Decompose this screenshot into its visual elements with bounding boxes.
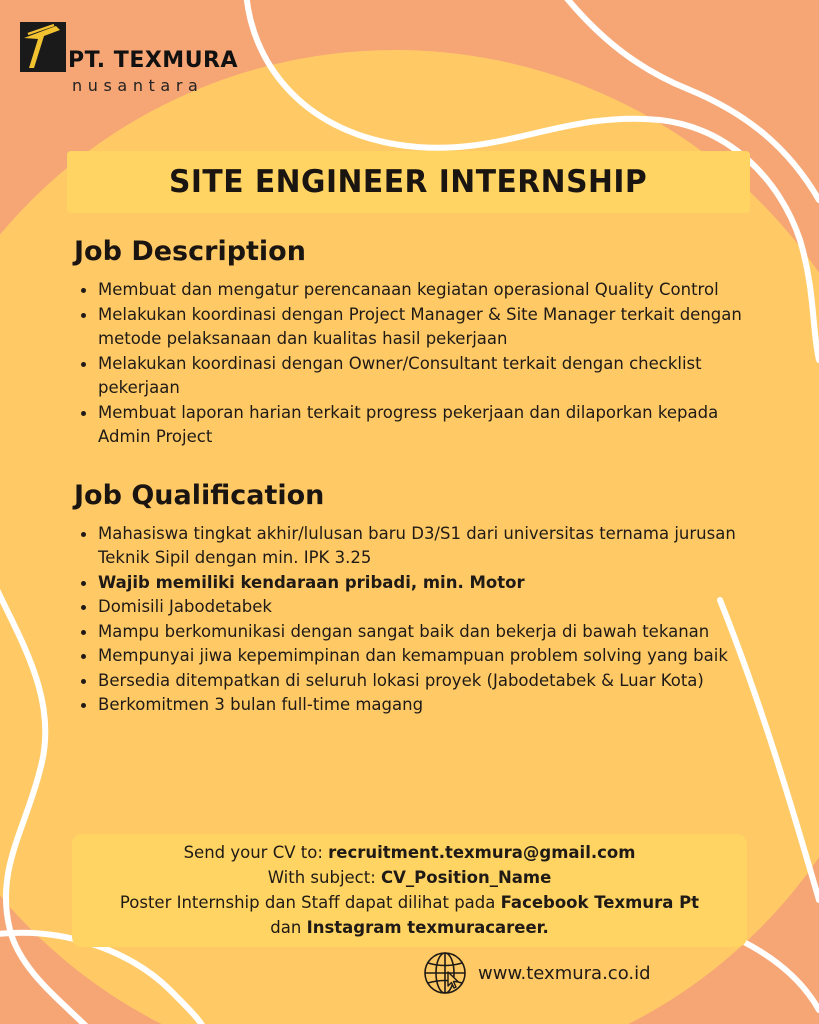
send-cv-line [72, 840, 747, 865]
website-link[interactable] [422, 948, 651, 998]
title-banner [67, 151, 750, 213]
decorative-line-bottom-right [740, 940, 819, 1010]
and-word: dan [270, 918, 307, 937]
facebook-link[interactable]: Facebook Texmura Pt [500, 893, 700, 912]
job-qualification-item: Wajib memiliki kendaraan pribadi, min. Motor [74, 571, 764, 596]
job-qualification-item: Mampu berkomunikasi dengan sangat baik dan bekerja di bawah tekanan [74, 620, 764, 645]
globe-icon [422, 950, 468, 996]
job-description-item: Membuat dan mengatur perencanaan kegiatan operasional Quality Control [74, 278, 764, 303]
poster-info-label: Poster Internship dan Staff dapat dilihat pada [119, 893, 501, 912]
main-content [74, 232, 764, 718]
send-cv-label: Send your CV to: [183, 843, 329, 862]
subject-line [72, 865, 747, 890]
application-info-box [72, 834, 747, 947]
recruitment-email[interactable]: recruitment.texmura@gmail.com [328, 843, 636, 862]
subject-label: With subject: [267, 868, 382, 887]
job-qualification-item: Berkomitmen 3 bulan full-time magang [74, 693, 764, 718]
company-tagline: nusantara [72, 76, 204, 95]
job-qualification-item: Domisili Jabodetabek [74, 595, 764, 620]
job-qualification-item: Mahasiswa tingkat akhir/lulusan baru D3/S1 dari universitas ternama jurusan Teknik Sipil dengan min. IPK 3.25 [74, 522, 764, 571]
job-qualification-heading: Job Qualification [74, 479, 325, 511]
job-qualification-item: Bersedia ditempatkan di seluruh lokasi proyek (Jabodetabek & Luar Kota) [74, 669, 764, 694]
poster-title: SITE ENGINEER INTERNSHIP [169, 164, 648, 200]
job-description-heading: Job Description [74, 236, 306, 267]
company-name: PT. TEXMURA [68, 48, 239, 73]
job-description-item: Melakukan koordinasi dengan Owner/Consultant terkait dengan checklist pekerjaan [74, 352, 764, 401]
company-logo [20, 22, 250, 102]
subject-value: CV_Position_Name [381, 868, 552, 887]
job-qualification-item: Mempunyai jiwa kepemimpinan dan kemampuan problem solving yang baik [74, 644, 764, 669]
job-description-item: Membuat laporan harian terkait progress pekerjaan dan dilaporkan kepada Admin Project [74, 401, 764, 450]
texmura-logo-icon [20, 22, 66, 72]
job-qualification-list [74, 522, 764, 718]
job-description-list [74, 278, 764, 450]
poster-info-line [72, 890, 747, 915]
instagram-link[interactable]: Instagram texmuracareer. [306, 918, 549, 937]
job-description-item: Melakukan koordinasi dengan Project Manager & Site Manager terkait dengan metode pelaksanaan dan kualitas hasil pekerjaan [74, 303, 764, 352]
website-url: www.texmura.co.id [478, 962, 651, 984]
instagram-line [72, 915, 747, 940]
